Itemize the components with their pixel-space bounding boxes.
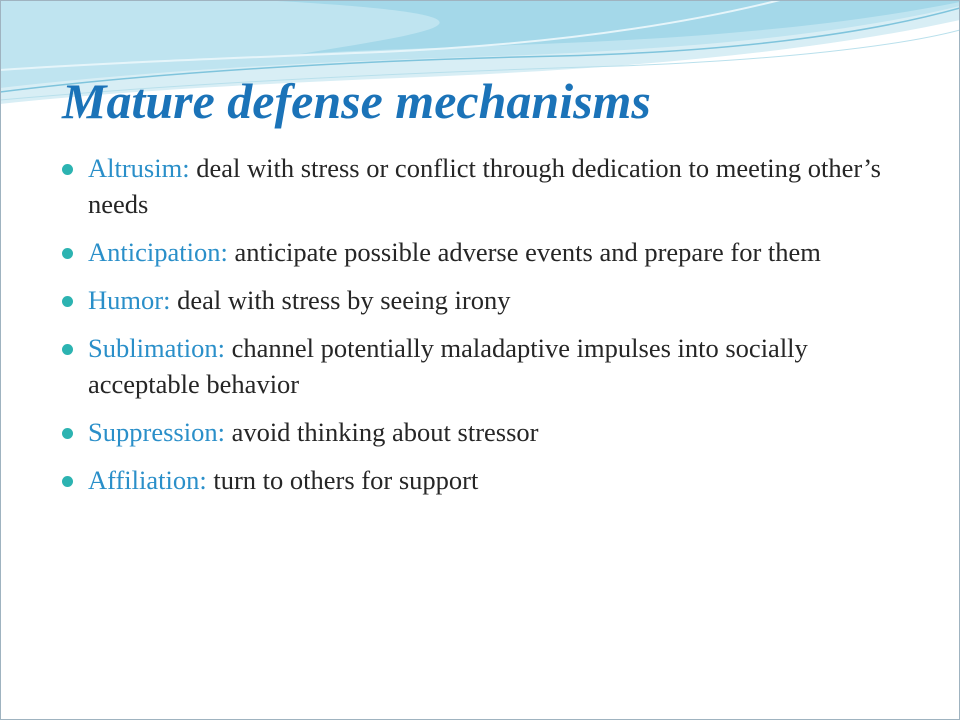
bullet-text: turn to others for support bbox=[213, 465, 479, 495]
bullet-term: Altrusim: bbox=[88, 153, 190, 183]
bullet-item-suppression bbox=[62, 414, 922, 450]
bullet-item-humor bbox=[62, 282, 922, 318]
bullet-list bbox=[62, 150, 922, 510]
bullet-item-sublimation bbox=[62, 330, 922, 402]
bullet-term: Suppression: bbox=[88, 417, 225, 447]
bullet-text: avoid thinking about stressor bbox=[231, 417, 539, 447]
bullet-item-anticipation bbox=[62, 234, 922, 270]
bullet-icon bbox=[62, 428, 73, 439]
bullet-text: anticipate possible adverse events and prepare for them bbox=[234, 237, 821, 267]
bullet-term: Affiliation: bbox=[88, 465, 207, 495]
bullet-text: channel potentially maladaptive impulses into socially acceptable behavior bbox=[88, 333, 808, 399]
bullet-text: deal with stress or conflict through dedication to meeting other’s needs bbox=[88, 153, 881, 219]
bullet-icon bbox=[62, 296, 73, 307]
bullet-item-affiliation bbox=[62, 462, 922, 498]
bullet-icon bbox=[62, 164, 73, 175]
bullet-icon bbox=[62, 344, 73, 355]
bullet-term: Humor: bbox=[88, 285, 171, 315]
bullet-term: Sublimation: bbox=[88, 333, 225, 363]
slide-title: Mature defense mechanisms bbox=[62, 73, 651, 129]
bullet-icon bbox=[62, 476, 73, 487]
bullet-term: Anticipation: bbox=[88, 237, 228, 267]
bullet-icon bbox=[62, 248, 73, 259]
bullet-item-altruism bbox=[62, 150, 922, 222]
bullet-text: deal with stress by seeing irony bbox=[177, 285, 511, 315]
